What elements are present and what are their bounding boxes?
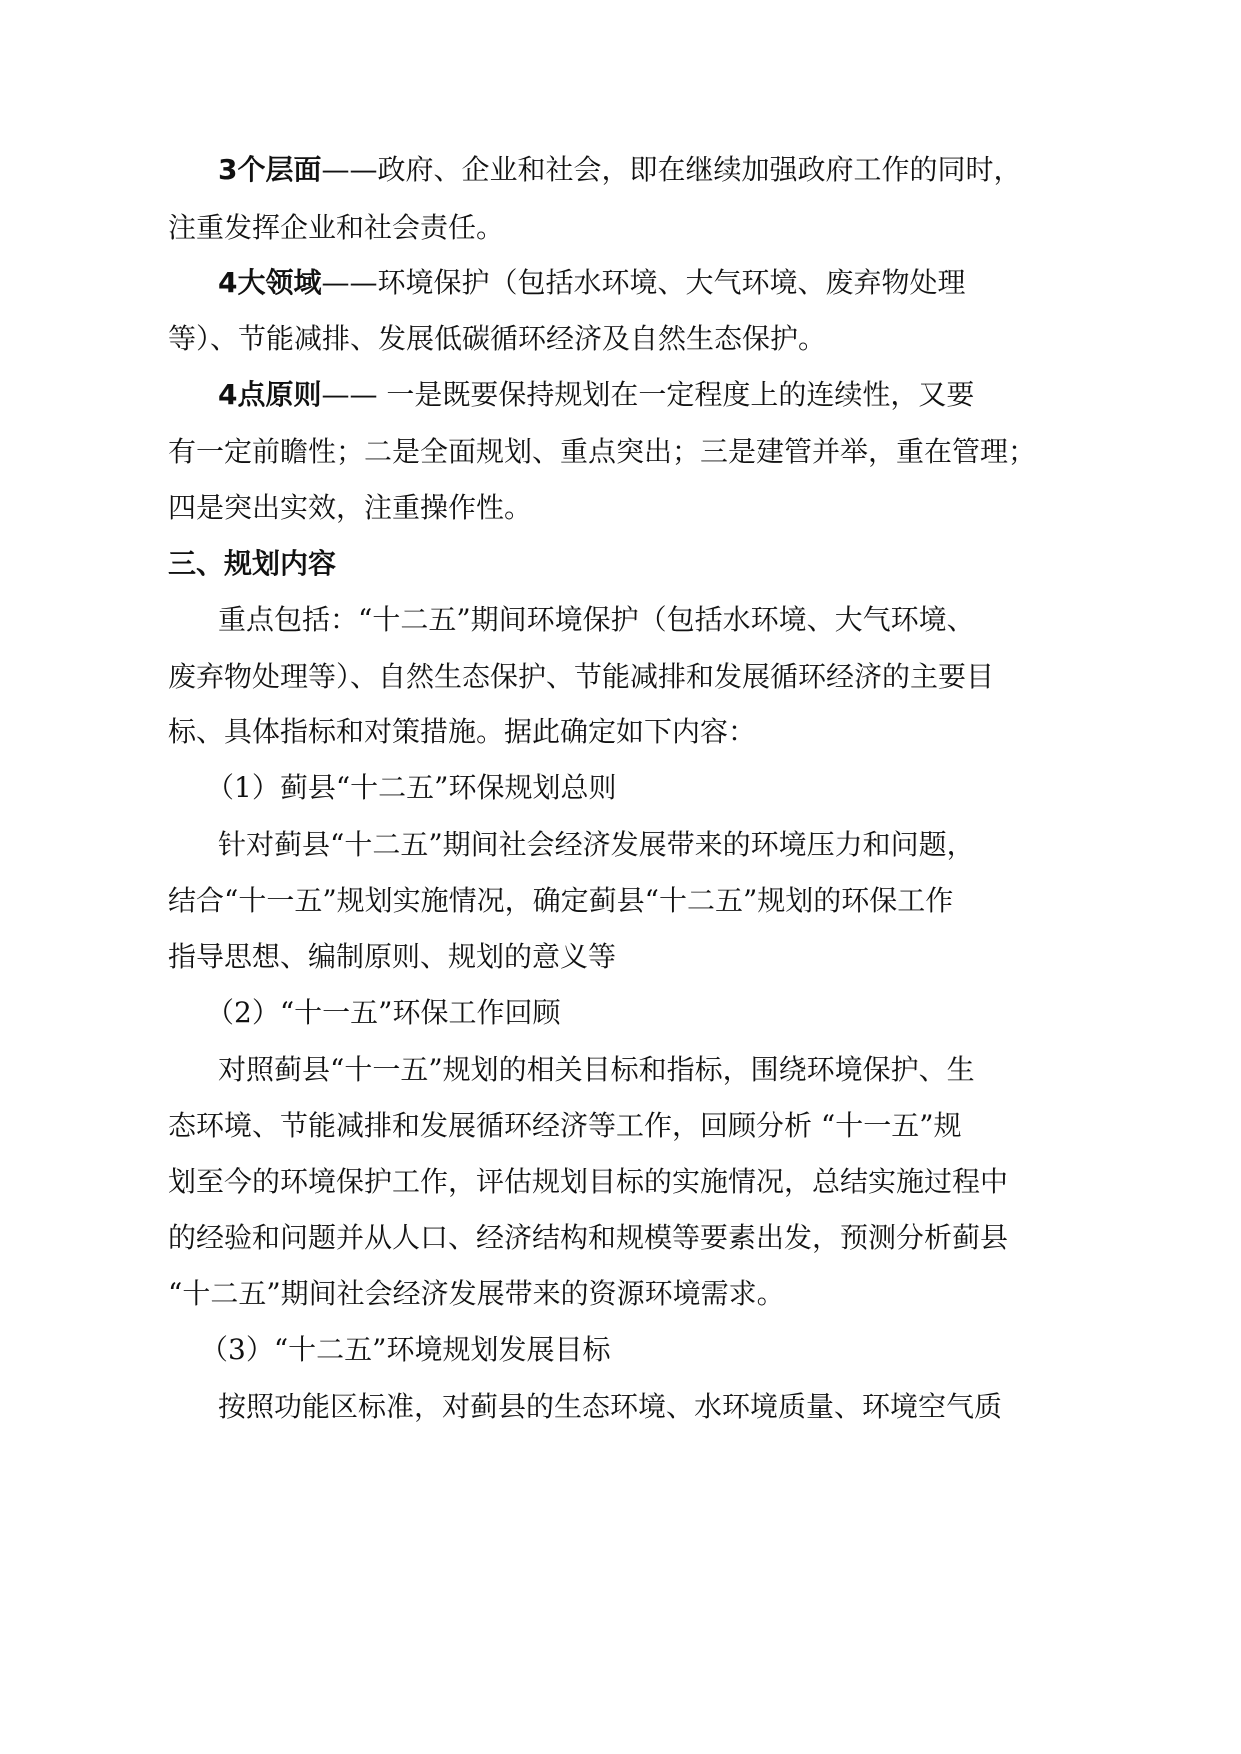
item-2-title: （2）“十一五”环保工作回顾 xyxy=(206,996,561,1029)
paragraph-2-text: ——环境保护（包括水环境、大气环境、废弃物处理 xyxy=(321,266,966,299)
paragraph-5-line-1: 针对蓟县“十二五”期间社会经济发展带来的环境压力和问题， xyxy=(218,828,975,861)
paragraph-4-line-2: 废弃物处理等）、自然生态保护、节能减排和发展循环经济的主要目 xyxy=(168,660,995,693)
paragraph-1-line-2: 注重发挥企业和社会责任。 xyxy=(168,211,505,244)
paragraph-4-line-3: 标、具体指标和对策措施。据此确定如下内容： xyxy=(168,715,757,748)
paragraph-7-line-1: 按照功能区标准，对蓟县的生态环境、水环境质量、环境空气质 xyxy=(218,1390,1003,1423)
paragraph-3-line-2: 有一定前瞻性；二是全面规划、重点突出；三是建管并举，重在管理； xyxy=(168,435,1037,468)
paragraph-6-line-3: 划至今的环境保护工作，评估规划目标的实施情况，总结实施过程中 xyxy=(168,1165,1009,1198)
paragraph-6-line-2: 态环境、节能减排和发展循环经济等工作，回顾分析 “十一五”规 xyxy=(168,1109,962,1142)
paragraph-1-lead: 3个层面 xyxy=(218,153,322,186)
paragraph-4-line-1: 重点包括：“十二五”期间环境保护（包括水环境、大气环境、 xyxy=(218,603,975,636)
item-1-title: （1）蓟县“十二五”环保规划总则 xyxy=(206,771,617,804)
paragraph-2-lead: 4大领域 xyxy=(218,266,322,299)
paragraph-3-line-1 xyxy=(218,377,974,413)
paragraph-3-line-3: 四是突出实效，注重操作性。 xyxy=(168,491,533,524)
paragraph-3-lead: 4点原则 xyxy=(218,378,322,411)
paragraph-2-line-1 xyxy=(218,265,966,301)
paragraph-1-text: ——政府、企业和社会，即在继续加强政府工作的同时， xyxy=(321,153,1022,186)
paragraph-2-line-2: 等）、节能减排、发展低碳循环经济及自然生态保护。 xyxy=(168,322,827,355)
section-heading: 三、规划内容 xyxy=(168,547,337,580)
paragraph-5-line-2: 结合“十一五”规划实施情况，确定蓟县“十二五”规划的环保工作 xyxy=(168,884,954,917)
paragraph-1-line-1 xyxy=(218,152,1022,188)
item-3-title: （3）“十二五”环境规划发展目标 xyxy=(200,1333,611,1366)
paragraph-6-line-5: “十二五”期间社会经济发展带来的资源环境需求。 xyxy=(168,1277,785,1310)
paragraph-5-line-3: 指导思想、编制原则、规划的意义等 xyxy=(168,940,617,973)
paragraph-6-line-4: 的经验和问题并从人口、经济结构和规模等要素出发，预测分析蓟县 xyxy=(168,1221,1009,1254)
paragraph-3-text: —— 一是既要保持规划在一定程度上的连续性，又要 xyxy=(321,378,975,411)
paragraph-6-line-1: 对照蓟县“十一五”规划的相关目标和指标，围绕环境保护、生 xyxy=(218,1053,975,1086)
